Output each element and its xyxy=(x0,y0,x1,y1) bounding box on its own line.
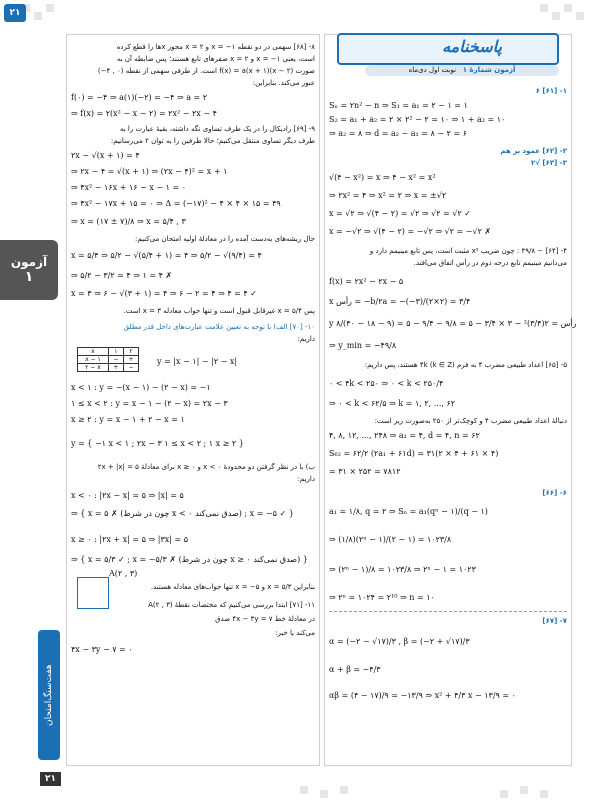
answer-2-heading: ۲- [۶۲] عمود بر هم xyxy=(500,147,567,155)
sign-table xyxy=(77,347,139,372)
answer-7-line: α + β = −۴/۳ xyxy=(329,665,381,674)
answer-9-line: ۲x − √(x + ۱) = ۴ xyxy=(71,151,140,160)
sign-table-cell: x − ۱ xyxy=(78,356,109,364)
answer-10b-line: ⇒ { x = ۵ ✗ (چون در شرط x < ۰ صدق نمی‌کند) ; x = −۵ ✓ } xyxy=(71,509,294,518)
answer-9-text: پس x = ۵/۴ غیرقابل قبول است و تنها جواب معادله x = ۳ است. xyxy=(123,307,315,315)
answer-5-line: ۰ < ۴k < ۲۵۰ ⇒ ۰ < k < ۲۵۰/۴ xyxy=(329,379,444,388)
right-column xyxy=(324,34,577,766)
answer-9-line: ⇒ ۲x − ۴ = √(x + ۱) ⇒ (۲x − ۴)² = x + ۱ xyxy=(71,167,228,176)
answer-4-text: می‌دانیم مینیمم تابع درجه دوم در رأس اتفاق می‌افتد. xyxy=(413,259,567,267)
answer-10b-line: ⇒ { x = ۵/۳ ✓ ; x = −۵/۳ ✗ (چون در شرط x ≥ ۰ صدق نمی‌کند) } xyxy=(71,555,308,564)
answer-4-line: f(x) = ۲x² − ۲x − ۵ xyxy=(329,277,404,286)
answer-9-line: ⇒ ۴x² − ۱۷x + ۱۵ = ۰ ⇒ Δ = (−۱۷)² − ۴ × ۴ × ۱۵ = ۴۹ xyxy=(71,199,281,208)
sign-table-cell: + xyxy=(108,364,123,372)
answer-3-line: ⇒ ۲x² = ۴ ⇒ x² = ۲ ⇒ x = ±√۲ xyxy=(329,191,447,200)
answer-10b-text: ب) با در نظر گرفتن دو محدودهٔ x < ۰ و x ≥ ۰ برای معادلهٔ ۲x + |x| = ۵ xyxy=(97,463,315,471)
answer-10b-text: داریم: xyxy=(297,475,315,483)
answer-4-line: y رأس = ۲(۳/۴)² − ۳ × ۳/۴ − ۵ = ۹/۸ − ۹/۴ − ۵ = (۹ − ۱۸ − ۴۰)/۸ xyxy=(329,319,577,328)
answer-7-line: α = (−۲ − √۱۷)/۳ , β = (−۲ + √۱۷)/۳ xyxy=(329,637,470,646)
exam-label: آزمون شمارهٔ ۱ xyxy=(462,66,516,74)
answer-11-heading: ۱۱- [۷۱] ابتدا بررسی می‌کنیم که مختصات نقطهٔ A(۲ , ۳) xyxy=(148,601,315,609)
answer-10b-line: x ≥ ۰ : |۲x + x| = ۵ ⇒ |۳x| = ۵ xyxy=(71,535,189,544)
answer-4-line: ⇒ y_min = −۴۹/۸ xyxy=(329,341,397,350)
sign-table-row xyxy=(78,364,139,372)
sign-table-cell: ۲ − x xyxy=(78,364,109,372)
answer-9-text: طرف دیگر تساوی منتقل می‌کنیم؛ حالا طرفین را به توان ۲ می‌رسانیم: xyxy=(110,137,315,145)
answer-key-title: پاسخنامه xyxy=(442,37,502,56)
point-label: A(۲ , ۳) xyxy=(109,569,138,578)
answer-9-line: ⇒ ۵/۲ − ۳/۲ = ۴ ⇒ ۱ = ۴ ✗ xyxy=(71,271,173,280)
section-tab-title: آزمون xyxy=(10,255,48,269)
sign-table-row xyxy=(78,356,139,364)
answer-8-text: است، یعنی ۱− = x و ۲ = x صفرهای تابع هستند؛ پس ضابطه آن به xyxy=(116,55,315,63)
answer-1-heading: ۱- [۶۱] ۶ xyxy=(535,87,567,95)
answer-5-heading: ۵- [۶۵] اعداد طبیعی مضرب ۴ به فرم ۴k (k ∈ Z) هستند، پس داریم: xyxy=(364,361,567,369)
publisher-logo: ۲۱ xyxy=(4,4,26,22)
answer-10b-line: x < ۰ : |۲x − x| = ۵ ⇒ |x| = ۵ xyxy=(71,491,184,500)
answer-3-line: x = √۲ ⇒ √(۴ − ۲) = √۲ ⇒ √۲ = √۲ ✓ xyxy=(329,209,472,218)
section-tab-number: ۱ xyxy=(24,269,34,285)
sign-table-cell: ۱ xyxy=(108,348,123,356)
answer-8-line: ⇒ f(x) = ۲(x² − x − ۲) = ۲x² − ۲x − ۴ xyxy=(71,109,217,118)
sign-table-cell: − xyxy=(108,356,123,364)
answer-10-heading: ۱۰- [۷۰] الف) با توجه به تعیین علامت عبارت‌های داخل قدر مطلق xyxy=(123,323,315,331)
answer-4-line: x رأس = −b/۲a = −(−۳)/(۲×۲) = ۳/۴ xyxy=(329,297,471,306)
answer-8-text: صورت f(x) = a(x + ۱)(x − ۲) است. از طرفی سهمی از نقطه (۰ , ۴−) xyxy=(97,67,315,75)
answer-10-text: داریم: xyxy=(297,335,315,343)
answer-11-line: ۴x − ۳y − ۷ = ۰ xyxy=(71,645,133,654)
answer-9-text: حال ریشه‌های به‌دست آمده را در معادلهٔ اولیه امتحان می‌کنیم: xyxy=(135,235,315,243)
answer-10-line: x ≥ ۲ : y = x − ۱ + ۲ − x = ۱ xyxy=(71,415,185,424)
answer-5-line: ۴, ۸, ۱۲, ..., ۲۴۸ ⇒ a₁ = ۴, d = ۴, n = ۶۲ xyxy=(329,431,480,440)
answer-1-line: Sₙ = ۲n² − n ⇒ S₁ = a₁ = ۲ − ۱ = ۱ xyxy=(329,101,468,110)
answer-8-line: f(۰) = −۴ ⇒ a(۱)(−۲) = −۴ ⇒ a = ۲ xyxy=(71,93,208,102)
answer-7-line: αβ = (۴ − ۱۷)/۹ = −۱۳/۹ ⇒ x² + ۴/۳ x − ۱۳/۹ = ۰ xyxy=(329,691,516,700)
answer-9-line: x = ۳ ⇒ ۶ − √(۳ + ۱) = ۴ ⇒ ۶ − ۲ = ۴ ⇒ ۴ = ۴ ✓ xyxy=(71,289,257,298)
answer-7-heading: ۷- [۶۷] xyxy=(542,617,567,625)
answer-5-text: دنبالهٔ اعداد طبیعی مضرب ۴ و کوچک‌تر از ۲۵۰ به‌صورت زیر است: xyxy=(374,417,567,425)
answer-1-line: ⇒ a₂ = ۸ ⇒ d = a₂ − a₁ = ۸ − ۲ = ۶ xyxy=(329,129,468,138)
answer-4-heading: ۴- [۶۴] − ۴۹/۸ : چون ضریب x² مثبت است، پس تابع مینیمم دارد و xyxy=(369,247,567,255)
section-tab xyxy=(0,240,58,300)
answer-10-line: ۱ ≤ x < ۲ : y = x − ۱ − (۲ − x) = ۲x − ۳ xyxy=(71,399,228,408)
answer-9-line: ⇒ ۴x² − ۱۶x + ۱۶ − x − ۱ = ۰ xyxy=(71,183,187,192)
answer-6-heading: ۶- [۶۶] xyxy=(542,489,567,497)
answer-9-line: ⇒ x = (۱۷ ± ۷)/۸ ⇒ x = ۵/۴ , ۳ xyxy=(71,217,186,226)
answer-1-line: S₂ = a₁ + a₂ = ۲ × ۲² − ۲ = ۱۰ ⇒ ۱ + a₂ = ۱۰ xyxy=(329,115,506,124)
answer-11-text: می‌کند یا خیر: xyxy=(275,629,315,637)
answer-5-line: = ۳۱ × ۲۵۲ = ۷۸۱۲ xyxy=(329,467,401,476)
answer-6-line: ⇒ (۱/۸)(۲ⁿ − ۱)/(۲ − ۱) = ۱۰۲۳/۸ xyxy=(329,535,452,544)
answer-3-line: x = −√۲ ⇒ √(۴ − ۲) = −√۲ ⇒ √۲ = −√۲ ✗ xyxy=(329,227,492,236)
answer-11-text: در معادلهٔ خط ۴x − ۳y = ۷ صدق xyxy=(215,615,315,623)
sign-table-cell: + xyxy=(123,356,138,364)
answer-5-line: S₆₂ = ۶۲/۲ (۲a₁ + ۶۱d) = ۳۱(۲ × ۴ + ۶۱ × ۴) xyxy=(329,449,499,458)
answer-3-line: √(۴ − x²) = x ⇒ ۴ − x² = x² xyxy=(329,173,436,182)
answer-key-banner xyxy=(337,33,559,65)
answer-5-line: ⇒ ۰ < k < ۶۲/۵ ⇒ k = ۱, ۲, ..., ۶۲ xyxy=(329,399,456,408)
exam-subtitle: نوبت اول دی‌ماه xyxy=(408,66,457,74)
answer-10-line: y = { −۱ x < ۱ ; ۲x − ۳ ۱ ≤ x < ۲ ; ۱ x ≥ ۲ } xyxy=(71,439,244,448)
sign-table-cell: ۲ xyxy=(123,348,138,356)
section-divider xyxy=(329,611,567,612)
answer-8-text: عبور می‌کند. بنابراین: xyxy=(252,79,315,87)
page-number: ۲۱ xyxy=(40,772,61,786)
answer-10-line: x < ۱ : y = −(x − ۱) − (۲ − x) = −۱ xyxy=(71,383,211,392)
answer-9-heading: ۹- [۶۹] رادیکال را در یک طرف تساوی نگه داشته، بقیهٔ عبارت را به xyxy=(120,125,315,133)
sign-table-cell: x xyxy=(78,348,109,356)
left-column xyxy=(66,34,320,766)
answer-6-line: ⇒ (۲ⁿ − ۱)/۸ = ۱۰۲۳/۸ ⇒ ۲ⁿ − ۱ = ۱۰۲۳ xyxy=(329,565,476,574)
answer-9-line: x = ۵/۴ ⇒ ۵/۲ − √(۵/۴ + ۱) = ۴ ⇒ ۵/۲ − √(۹/۴) = ۴ xyxy=(71,251,262,260)
answer-6-line: ⇒ ۲ⁿ = ۱۰۲۴ = ۲¹⁰ ⇒ n = ۱۰ xyxy=(329,593,435,602)
footer-pattern xyxy=(0,760,600,800)
sign-table-cell: − xyxy=(123,364,138,372)
brand-vertical-label: هفت‌سنگ‌امتحان xyxy=(38,630,60,760)
answer-8-text: ۸- [۶۸] سهمی در دو نقطه ۱− = x و ۲ = x محور xها را قطع کرده xyxy=(116,43,315,51)
exam-label-bar xyxy=(365,65,559,76)
sign-table-row xyxy=(78,348,139,356)
answer-10-line: y = |x − ۱| − |۲ − x| xyxy=(157,357,238,366)
coordinate-figure xyxy=(77,577,109,609)
answer-10b-text: بنابراین x = ۵/۳ و x = −۵ تنها جواب‌های معادله هستند. xyxy=(150,583,315,591)
answer-3-heading: ۳- [۶۳] √۲ xyxy=(531,159,567,167)
answer-6-line: a₁ = ۱/۸, q = ۲ ⇒ Sₙ = a₁(qⁿ − ۱)/(q − ۱) xyxy=(329,507,488,516)
